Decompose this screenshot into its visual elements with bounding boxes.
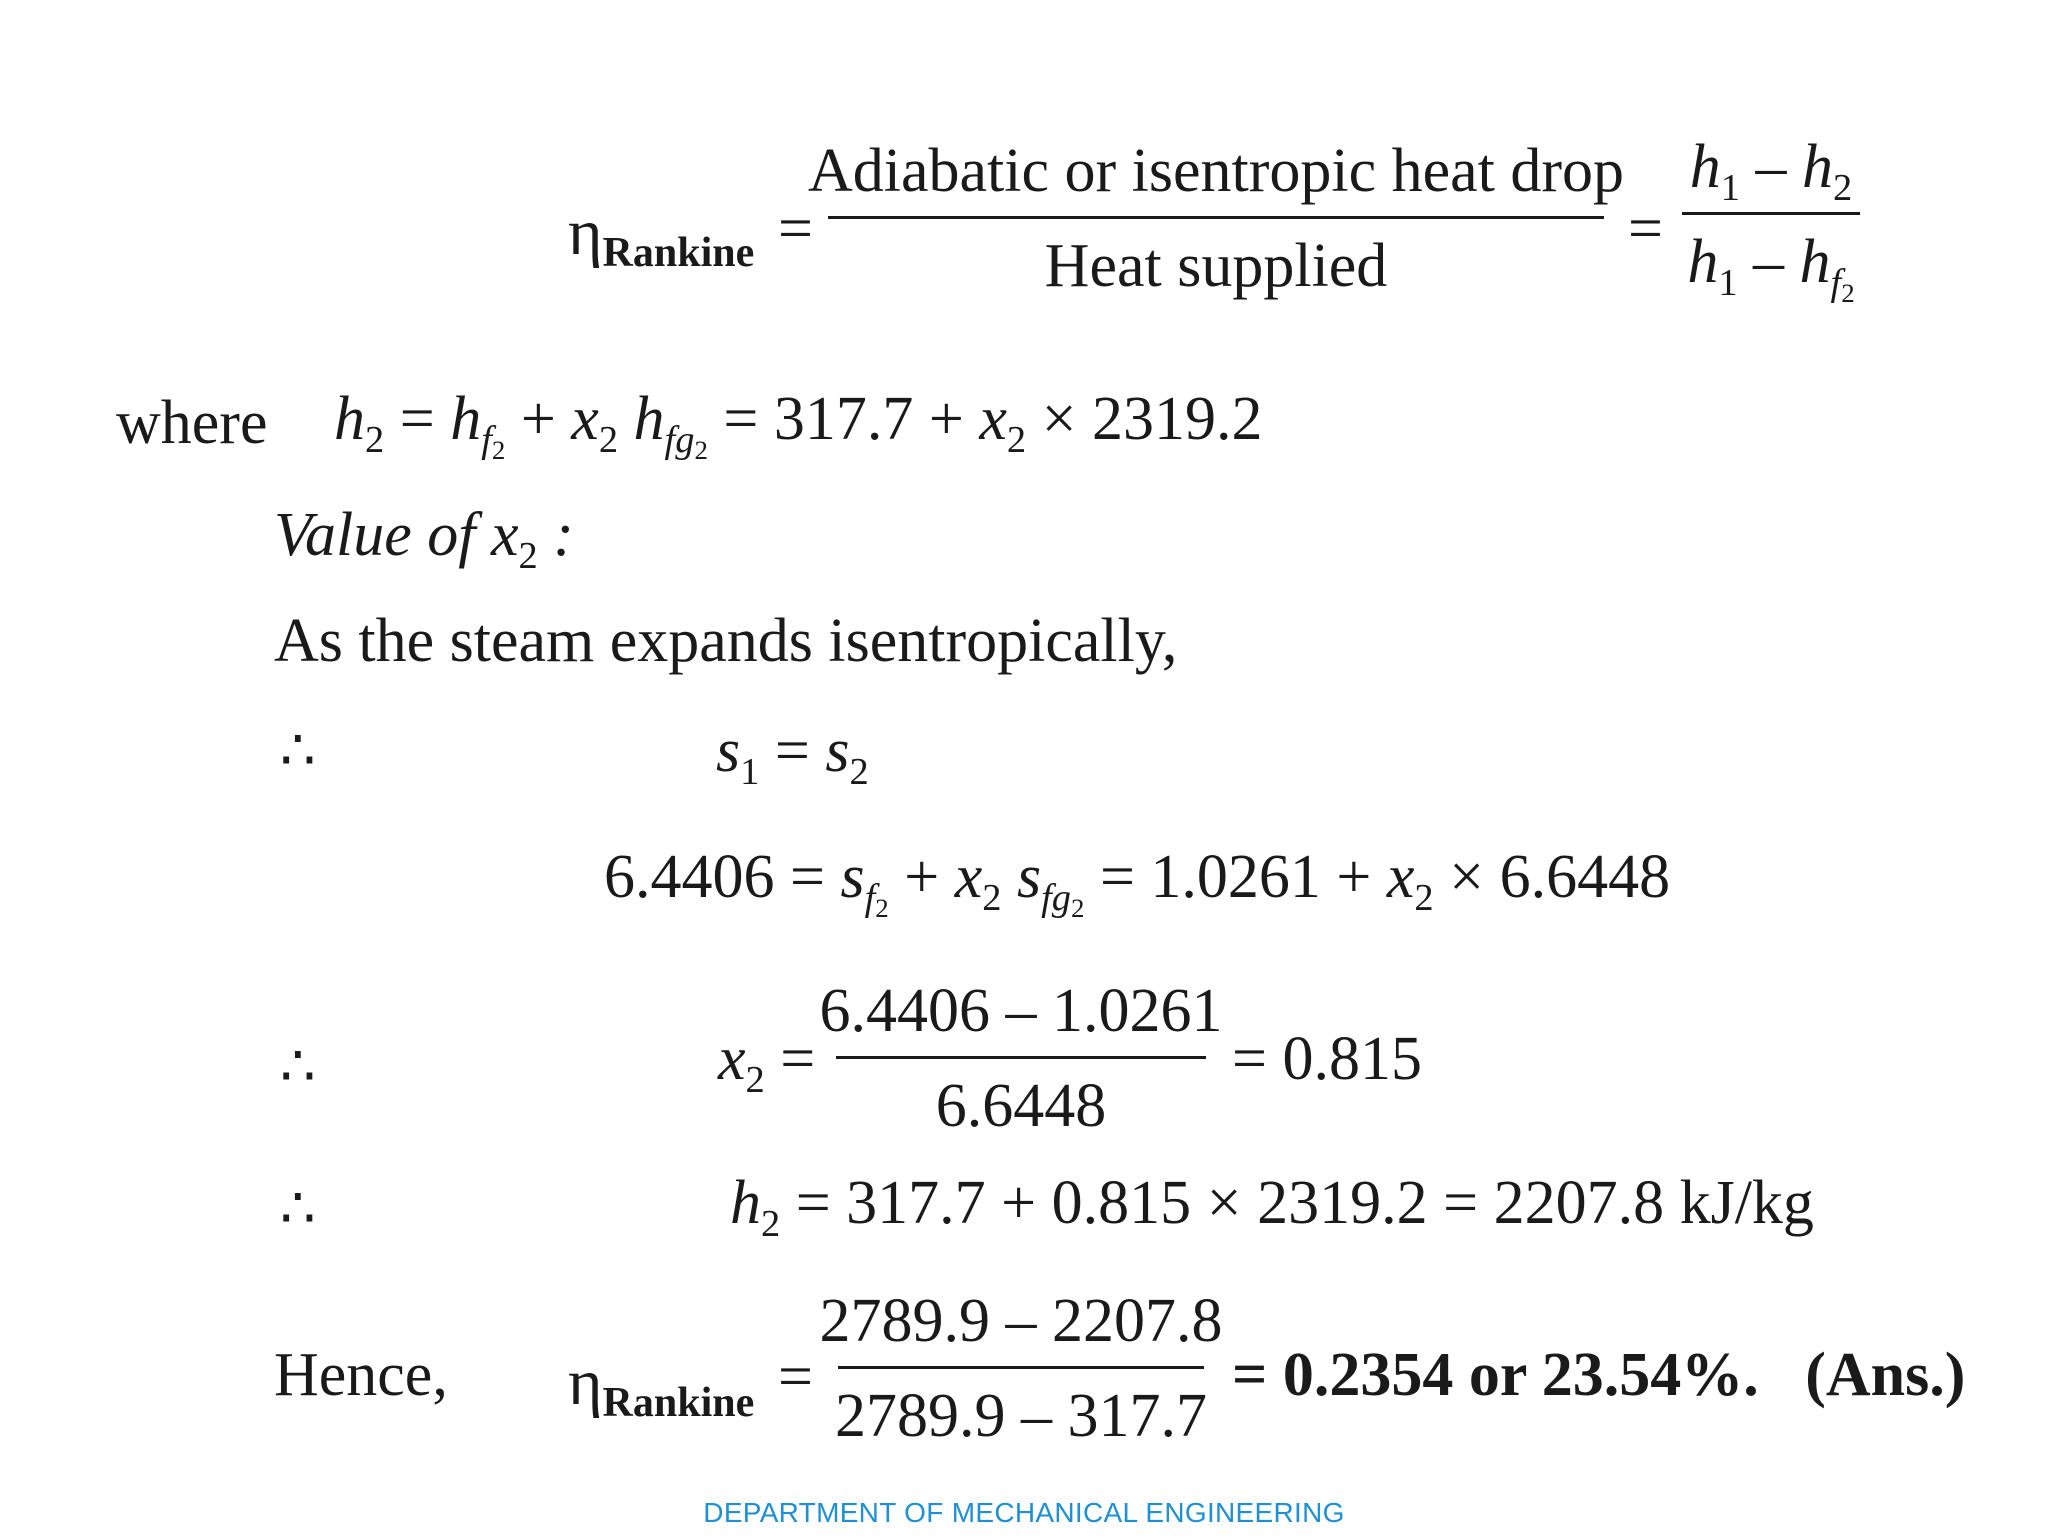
rankine-definition-fraction bbox=[807, 137, 1625, 300]
enthalpy-ratio-fraction bbox=[1682, 133, 1860, 309]
x2-denominator: 6.6448 bbox=[935, 1072, 1107, 1140]
department-footer: DEPARTMENT OF MECHANICAL ENGINEERING bbox=[703, 1497, 1345, 1528]
h2-expression: $h_2 = h_{f2} + x_2$ $h_{fg2} = 317.7 + x_2 \times 2319.2$ bbox=[334, 385, 1263, 466]
efficiency-denominator: 2789.9 – 317.7 bbox=[835, 1382, 1207, 1450]
entropy-equality: $s_1 = s_2$ bbox=[716, 717, 869, 794]
rankine-efficiency-fraction bbox=[819, 1287, 1223, 1450]
efficiency-numerator: 2789.9 – 2207.8 bbox=[819, 1287, 1223, 1355]
fraction-numerator: Adiabatic or isentropic heat drop bbox=[807, 137, 1625, 205]
x2-fraction bbox=[819, 977, 1223, 1140]
isentropic-expansion-text: As the steam expands isentropically, bbox=[274, 607, 1178, 675]
x2-numerator: 6.4406 – 1.0261 bbox=[819, 977, 1223, 1045]
fraction-bar bbox=[1682, 212, 1860, 215]
entropy-balance-equation: $6.4406 = s_{f2} + x_2$ $s_{fg2} = 1.0261 + x_2 \times 6.6448$ bbox=[604, 843, 1671, 924]
x2-lhs: $x_2$ = bbox=[718, 1025, 816, 1102]
rankine-efficiency-symbol: ηRankine bbox=[568, 196, 755, 276]
therefore-symbol: ∴ bbox=[280, 720, 316, 782]
equals-sign: = bbox=[778, 195, 813, 263]
value-of-x2-heading: Value of $x_2$ : bbox=[274, 501, 574, 578]
where-label: where bbox=[116, 389, 268, 457]
efficiency-result: = 0.2354 or 23.54%. (Ans.) bbox=[1232, 1341, 1966, 1409]
fraction-bar bbox=[828, 216, 1604, 219]
rankine-efficiency-symbol: ηRankine bbox=[568, 1346, 755, 1426]
enthalpy-numerator: $h_1 - h_2$ bbox=[1689, 133, 1853, 210]
x2-result: = 0.815 bbox=[1232, 1025, 1422, 1093]
fraction-bar bbox=[836, 1056, 1206, 1059]
therefore-symbol: ∴ bbox=[280, 1036, 316, 1098]
therefore-symbol: ∴ bbox=[280, 1178, 316, 1240]
equals-sign: = bbox=[778, 1343, 813, 1411]
fraction-denominator: Heat supplied bbox=[1044, 232, 1388, 300]
hence-label: Hence, bbox=[274, 1341, 448, 1409]
enthalpy-denominator: $h_1 - h_{f2}$ bbox=[1687, 228, 1855, 309]
fraction-bar bbox=[838, 1366, 1204, 1369]
h2-result-equation: $h_2 = 317.7 + 0.815 \times 2319.2 = 2207.8$ kJ/kg bbox=[730, 1169, 1814, 1246]
equals-sign: = bbox=[1628, 195, 1663, 263]
